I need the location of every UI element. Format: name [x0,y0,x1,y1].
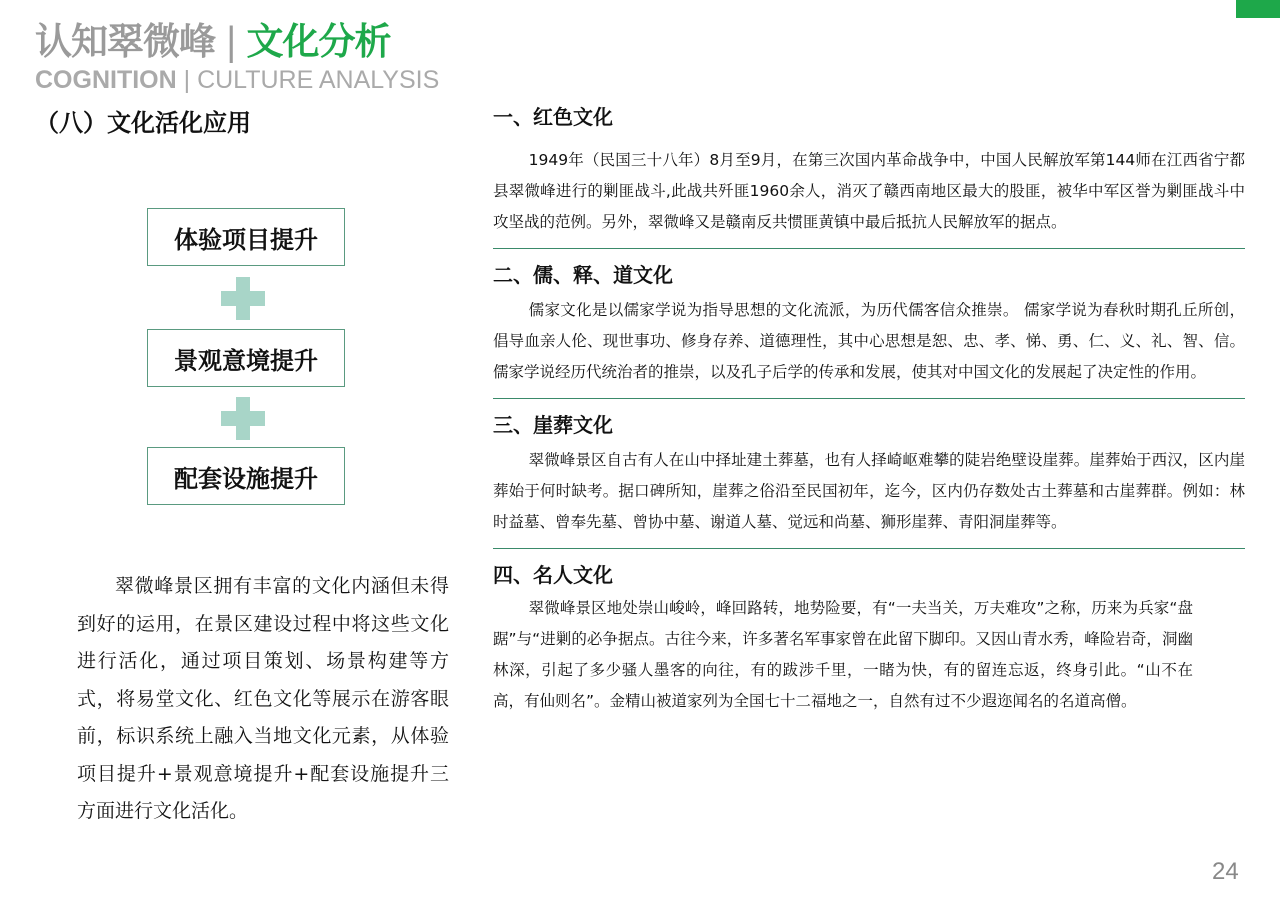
subtitle-light: CULTURE ANALYSIS [197,66,440,94]
subtitle-separator: | [183,66,191,94]
paragraph-celebrity-culture: 翠微峰景区地处崇山峻岭，峰回路转，地势险要，有“一夫当关，万夫难攻”之称，历来为兵家“盘踞”与“进剿的必争据点。古往今来，许多著名军事家曾在此留下脚印。又因山青水秀，峰险岩奇，洞幽林深，引起了多少骚人墨客的向往，有的跋涉千里，一睹为快，有的留连忘返，终身引此。“山不在高，有仙则名”。金精山被道家列为全国七十二福地之一，自然有过不少遐迩闻名的名道高僧。 [493,599,1193,710]
plus-icon [221,277,265,320]
plus-icon [221,397,265,440]
diagram-box-experience: 体验项目提升 [147,208,345,266]
title-grey: 认知翠微峰 [35,20,215,63]
heading-red-culture: 一、红色文化 [493,105,613,129]
title-separator: | [225,20,237,63]
divider [493,248,1245,249]
paragraph-red-culture: 1949年（民国三十八年）8月至9月，在第三次国内革命战争中，中国人民解放军第144师在江西省宁都县翠微峰进行的剿匪战斗,此战共歼匪1960余人，消灭了赣西南地区最大的股匪，被华中军区誉为剿匪战斗中攻坚战的范例。另外，翠微峰又是赣南反共惯匪黄镇中最后抵抗人民解放军的据点。 [493,151,1245,231]
page-subtitle [35,66,439,94]
section-title: （八）文化活化应用 [35,109,251,137]
diagram-box-facilities: 配套设施提升 [147,447,345,505]
subtitle-bold: COGNITION [35,66,177,94]
paragraph-cliff-burial-culture: 翠微峰景区自古有人在山中择址建土葬墓，也有人择崎岖难攀的陡岩绝壁设崖葬。崖葬始于西汉，区内崖葬始于何时缺考。据口碑所知，崖葬之俗沿至民国初年，迄今，区内仍存数处古土葬墓和古崖葬群。例如：林时益墓、曾奉先墓、曾协中墓、谢道人墓、觉远和尚墓、狮形崖葬、青阳洞崖葬等。 [493,451,1245,531]
title-green: 文化分析 [246,20,391,63]
page-title [35,20,390,64]
page-number: 24 [1212,858,1239,885]
right-column [493,103,1253,717]
left-paragraph: 翠微峰景区拥有丰富的文化内涵但未得到好的运用，在景区建设过程中将这些文化进行活化，通过项目策划、场景构建等方式，将易堂文化、红色文化等展示在游客眼前，标识系统上融入当地文化元素，从体验项目提升+景观意境提升+配套设施提升三方面进行文化活化。 [77,575,449,822]
corner-accent [1236,0,1280,18]
divider [493,548,1245,549]
divider [493,398,1245,399]
heading-cliff-burial-culture: 三、崖葬文化 [493,413,613,437]
paragraph-confucian-culture: 儒家文化是以儒家学说为指导思想的文化流派，为历代儒客信众推崇。 儒家学说为春秋时期孔丘所创，倡导血亲人伦、现世事功、修身存养、道德理性，其中心思想是恕、忠、孝、悌、勇、仁、义、礼、智、信。儒家学说经历代统治者的推崇，以及孔子后学的传承和发展，使其对中国文化的发展起了决定性的作用。 [493,301,1245,381]
diagram-box-landscape: 景观意境提升 [147,329,345,387]
heading-celebrity-culture: 四、名人文化 [493,563,613,587]
heading-confucian-culture: 二、儒、释、道文化 [493,263,673,287]
